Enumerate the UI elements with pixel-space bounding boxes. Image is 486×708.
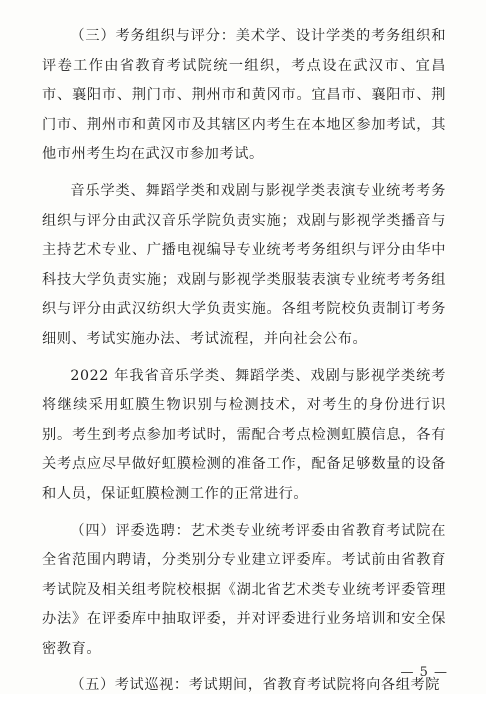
paragraph-judge-selection: （四）评委选聘：艺术类专业统考评委由省教育考试院在全省范围内聘请，分类别分专业建立评委库。考试前由省教育考试院及相关组考院校根据《湖北省艺术类专业统考评委管理办法》在评委库中抽取评委，并对评委进行业务培训和安全保密教育。 — [42, 522, 446, 657]
paragraph-iris-recognition: 2022 年我省音乐学类、舞蹈学类、戏剧与影视学类统考将继续采用虹膜生物识别与检测技术，对考生的身份进行识别。考生到考点参加考试时，需配合考点检测虹膜信息，各有关考点应尽早做好虹膜检测的准备工作，配备足够数量的设备和人员，保证虹膜检测工作的正常进行。 — [42, 367, 446, 502]
document-body — [42, 22, 446, 708]
page-number: — 5 — — [400, 665, 448, 680]
paragraph-music-dance-drama: 音乐学类、舞蹈学类和戏剧与影视学类表演专业统考考务组织与评分由武汉音乐学院负责实施；戏剧与影视学类播音与主持艺术专业、广播电视编导专业统考考务组织与评分由华中科技大学负责实施；戏剧与影视学类服装表演专业统考考务组织与评分由武汉纺织大学负责实施。各组考院校负责制订考务细则、考试实施办法、考试流程，并向社会公布。 — [42, 182, 446, 347]
paragraph-exam-inspection: （五）考试巡视：考试期间，省教育考试院将向各组考院 — [70, 677, 441, 694]
paragraph-exam-organization: （三）考务组织与评分：美术学、设计学类的考务组织和评卷工作由省教育考试院统一组织，考点设在武汉市、宜昌市、襄阳市、荆门市、荆州市和黄冈市。宜昌市、襄阳市、荆门市、荆州市和黄冈市及其辖区内考生在本地区参加考试，其他市州考生均在武汉市参加考试。 — [42, 28, 446, 163]
